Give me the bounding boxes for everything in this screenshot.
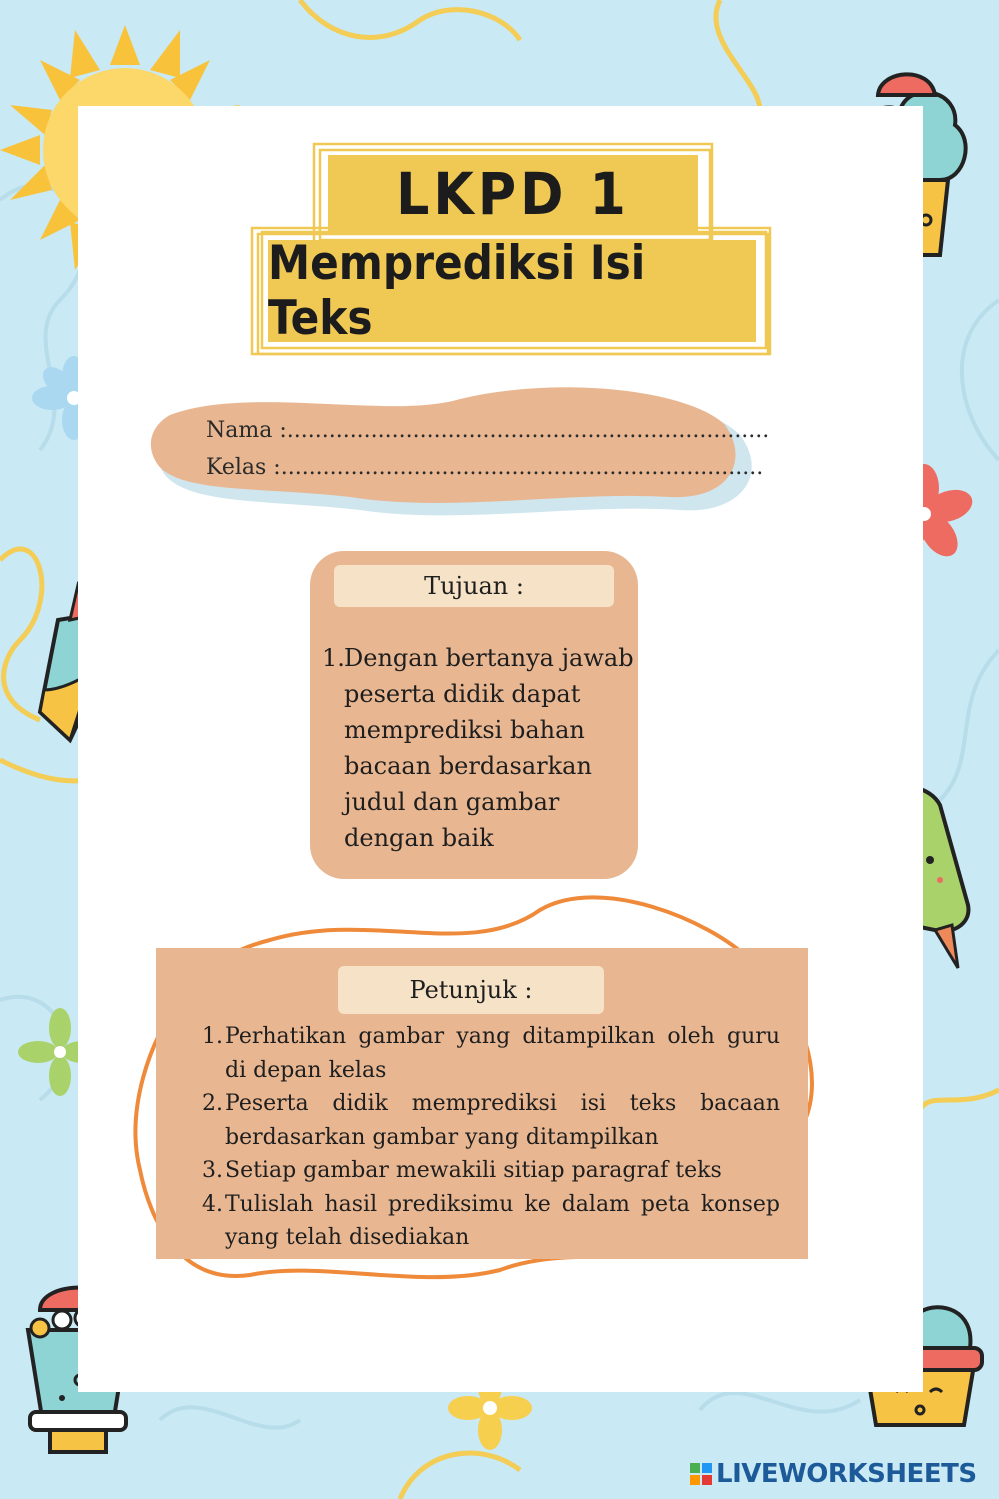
list-item: [202, 1020, 780, 1087]
page-title: LKPD 1: [396, 160, 630, 228]
name-field[interactable]: [206, 418, 769, 443]
title-box-lkpd: [328, 155, 698, 233]
list-item: [202, 1087, 780, 1154]
list-item-text: Tulislah hasil prediksimu ke dalam peta konsep yang telah disediakan: [225, 1191, 780, 1250]
list-item-number: 1.: [202, 1024, 223, 1049]
list-item-text: Perhatikan gambar yang ditampilkan oleh guru di depan kelas: [225, 1024, 780, 1083]
list-item-number: 2.: [202, 1091, 223, 1116]
list-item-text: Setiap gambar mewakili sitiap paragraf teks: [225, 1158, 722, 1183]
list-item: [202, 1154, 780, 1188]
title-box-subtitle: [268, 236, 756, 346]
tujuan-heading: Tujuan :: [334, 565, 614, 607]
page-subtitle: Memprediksi Isi Teks: [268, 236, 646, 346]
tujuan-item-number: 1.: [322, 644, 345, 672]
class-dots: .....................................................................: [280, 455, 764, 480]
brand-text: LIVEWORKSHEETS: [716, 1459, 977, 1489]
list-item-number: 4.: [202, 1191, 223, 1217]
petunjuk-heading: Petunjuk :: [338, 966, 604, 1014]
class-field[interactable]: [206, 455, 763, 480]
list-item-text: Peserta didik memprediksi isi teks bacaan berdasarkan gambar yang ditampilkan: [225, 1091, 780, 1150]
list-item: [202, 1188, 780, 1255]
petunjuk-list: [202, 1020, 780, 1255]
list-item-number: 3.: [202, 1158, 223, 1183]
tujuan-list: [322, 640, 652, 856]
liveworksheets-icon: [690, 1463, 712, 1485]
tujuan-item-text: Dengan bertanya jawab peserta didik dapat memprediksi bahan bacaan berdasarkan judul dan gambar dengan baik: [344, 644, 634, 852]
name-label: Nama :: [206, 418, 287, 443]
class-label: Kelas :: [206, 455, 281, 480]
name-dots: .....................................................................: [286, 418, 770, 443]
liveworksheets-logo[interactable]: [690, 1458, 977, 1490]
